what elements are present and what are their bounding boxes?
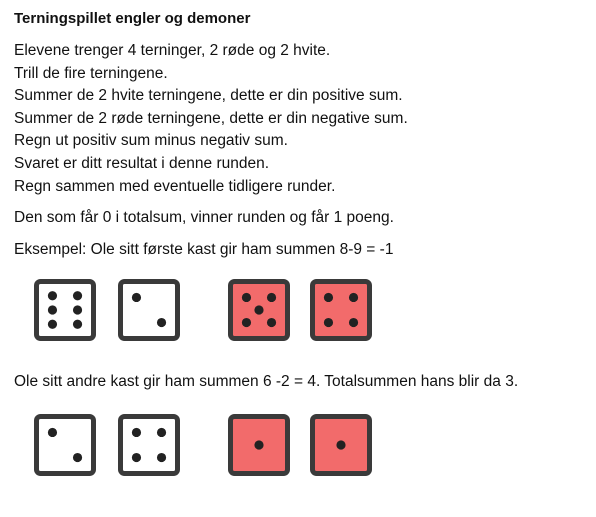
die-pip [73,320,82,329]
rules-block [14,40,584,198]
die-pip [242,318,251,327]
die-pip [324,318,333,327]
die-pip [48,306,57,315]
rule-line: Regn sammen med eventuelle tidligere runder. [14,177,336,195]
die-pip [349,293,358,302]
die-pip [132,453,141,462]
die-pip [242,293,251,302]
die-pip [267,293,276,302]
document [14,10,584,506]
die-face [37,416,94,473]
dice-row-first-throw [14,279,584,371]
rule-line: Trill de fire terningene. [14,64,168,82]
second-throw-text: Ole sitt andre kast gir ham summen 6 -2 = 4. Totalsummen hans blir da 3. [14,373,519,391]
die-pip [132,428,141,437]
die-red-4 [310,279,372,341]
die-pip [73,291,82,300]
die-pip [349,318,358,327]
die-pip [48,320,57,329]
rule-line: Summer de 2 røde terningene, dette er din negative sum. [14,109,408,127]
die-face [37,282,94,339]
rule-line: Regn ut positiv sum minus negativ sum. [14,132,288,150]
die-white-2 [34,414,96,476]
rule-line: Summer de 2 hvite terningene, dette er din positive sum. [14,87,403,105]
die-pip [254,306,263,315]
die-face [313,282,370,339]
die-pip [324,293,333,302]
die-pip [157,318,166,327]
die-white-6 [34,279,96,341]
die-red-1 [228,414,290,476]
win-rule: Den som får 0 i totalsum, vinner runden og får 1 poeng. [14,209,394,227]
die-red-1 [310,414,372,476]
die-red-5 [228,279,290,341]
die-pip [73,306,82,315]
die-white-2 [118,279,180,341]
die-pip [73,453,82,462]
die-face [121,282,178,339]
die-face [121,416,178,473]
die-white-4 [118,414,180,476]
die-pip [157,453,166,462]
example-intro: Eksempel: Ole sitt første kast gir ham summen 8-9 = -1 [14,240,394,258]
die-pip [48,428,57,437]
die-pip [132,293,141,302]
die-pip [254,440,263,449]
rule-line: Elevene trenger 4 terninger, 2 røde og 2 hvite. [14,42,331,59]
document-title: Terningspillet engler og demoner [14,10,251,27]
die-pip [157,428,166,437]
die-pip [336,440,345,449]
die-pip [267,318,276,327]
dice-row-second-throw [14,414,584,506]
die-pip [48,291,57,300]
rule-line: Svaret er ditt resultat i denne runden. [14,154,270,172]
